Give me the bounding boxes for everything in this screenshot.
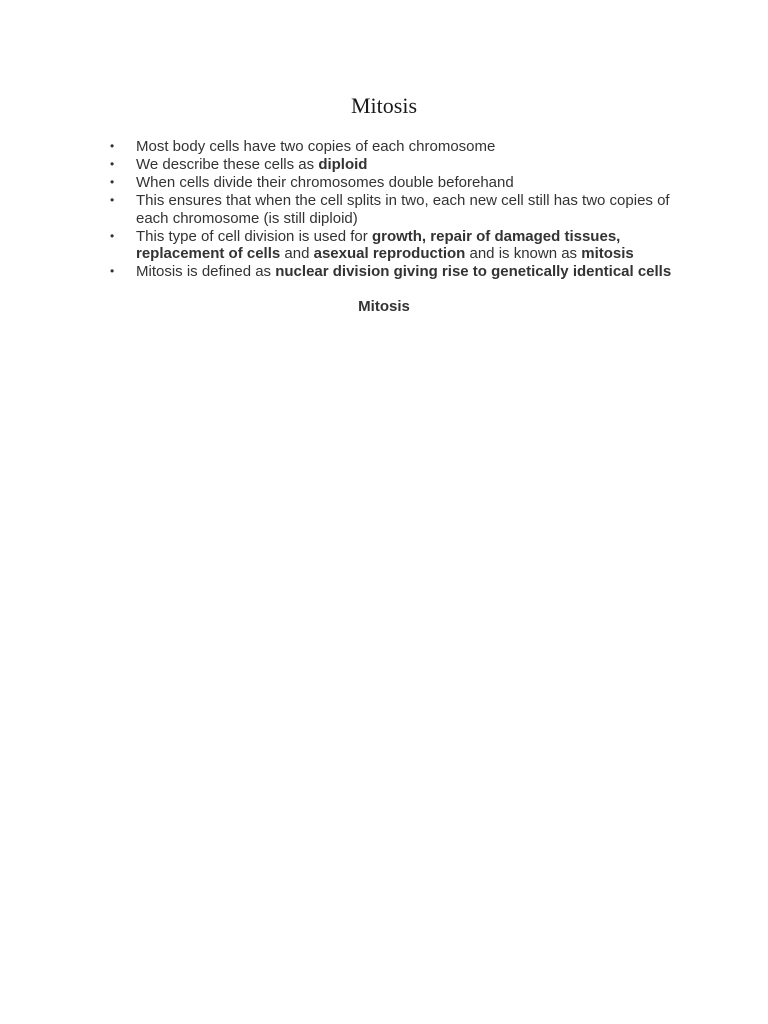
bullet-icon: • bbox=[110, 157, 115, 171]
bullet-icon: • bbox=[110, 228, 115, 243]
bold-term: mitosis bbox=[581, 245, 634, 262]
bold-term: diploid bbox=[318, 156, 368, 173]
bold-term: asexual reproduction bbox=[313, 245, 466, 262]
document-title: Mitosis bbox=[350, 93, 418, 118]
bullet-icon: • bbox=[110, 175, 115, 189]
bullet-icon: • bbox=[110, 193, 115, 207]
section-heading: Mitosis bbox=[358, 298, 410, 315]
bullet-icon: • bbox=[110, 139, 115, 153]
list-item bbox=[110, 228, 680, 263]
list-item-text: We describe these cells as diploid bbox=[136, 156, 368, 173]
list-item-text: When cells divide their chromosomes double beforehand bbox=[136, 174, 514, 191]
bullet-list bbox=[110, 138, 680, 281]
list-item bbox=[110, 156, 680, 174]
list-item bbox=[110, 263, 680, 281]
list-item-text: Most body cells have two copies of each chromosome bbox=[136, 138, 496, 155]
bullet-icon: • bbox=[110, 264, 115, 278]
bold-term: growth, repair of damaged tissues, replacement of cells bbox=[136, 227, 621, 262]
list-item bbox=[110, 138, 680, 156]
list-item-text: This ensures that when the cell splits in two, each new cell still has two copies of each chromosome (is still diploid) bbox=[136, 192, 670, 227]
list-item-text: Mitosis is defined as nuclear division giving rise to genetically identical cells bbox=[136, 263, 672, 280]
bold-term: nuclear division giving rise to genetically identical cells bbox=[275, 263, 672, 280]
list-item-text: This type of cell division is used for growth, repair of damaged tissues, replacement of cells and asexual reproduction and is known as mitosis bbox=[136, 227, 634, 262]
list-item bbox=[110, 174, 680, 192]
list-item bbox=[110, 192, 680, 227]
